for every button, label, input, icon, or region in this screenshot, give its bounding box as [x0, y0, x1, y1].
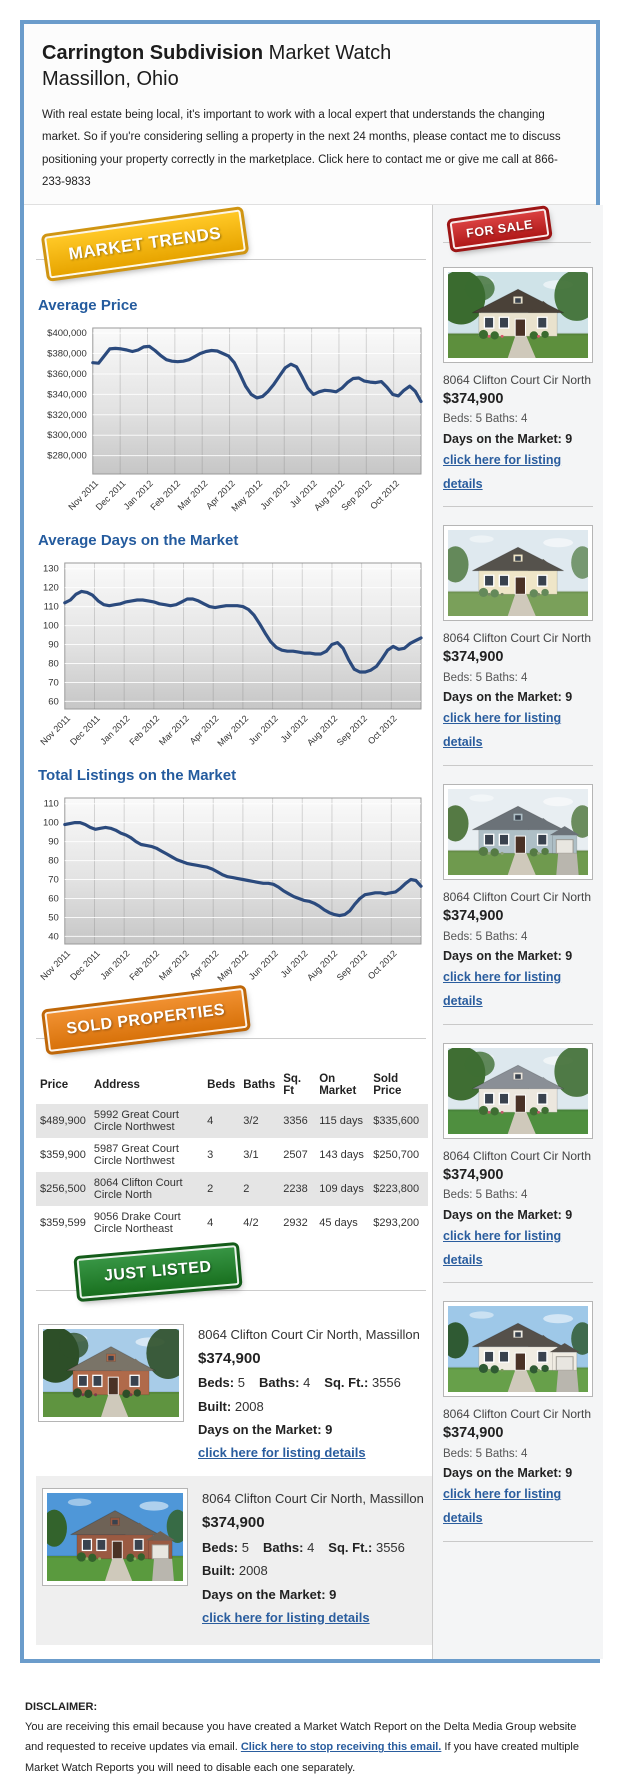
svg-text:Jul 2012: Jul 2012 — [278, 948, 310, 980]
days-label: Days on the Market: — [443, 690, 562, 705]
svg-text:Feb 2012: Feb 2012 — [127, 948, 162, 982]
disclaimer-heading: DISCLAIMER: — [25, 1700, 98, 1713]
baths-label: Baths: — [485, 672, 518, 685]
days-label: Days on the Market: — [443, 1466, 562, 1481]
listing-price: $374,900 — [443, 907, 504, 924]
sqft-label: Sq. Ft.: — [328, 1539, 373, 1555]
baths-label: Baths: — [485, 413, 518, 426]
sqft-label: Sq. Ft.: — [324, 1375, 369, 1391]
listing-details-link[interactable]: click here for listing details — [443, 1228, 562, 1267]
svg-text:Dec 2011: Dec 2011 — [68, 713, 102, 747]
listing-specs — [198, 1371, 428, 1418]
listing-details-link[interactable]: click here for listing details — [443, 1487, 562, 1526]
baths-value: 4 — [307, 1539, 315, 1555]
disclaimer-text: If you have created multiple Market Watch Reports you will need to disable each one separately. — [25, 1741, 579, 1775]
baths-value: 4 — [303, 1375, 311, 1391]
for-sale-sidebar — [432, 205, 603, 1659]
disclaimer — [0, 1683, 620, 1779]
svg-text:Sep 2012: Sep 2012 — [334, 713, 370, 748]
svg-text:100: 100 — [42, 620, 59, 632]
svg-text:80: 80 — [48, 658, 59, 670]
header — [24, 24, 596, 204]
col-sqft: Sq. Ft — [283, 1072, 302, 1097]
svg-text:Aug 2012: Aug 2012 — [305, 948, 340, 983]
svg-text:Jan 2012: Jan 2012 — [121, 478, 155, 512]
cell-price: $489,900 — [40, 1114, 86, 1127]
baths-label: Baths: — [485, 930, 518, 943]
listing-price: $374,900 — [198, 1349, 261, 1367]
listing-address: 8064 Clifton Court Cir North — [443, 1407, 592, 1422]
listing-price: $374,900 — [202, 1514, 265, 1532]
cell-address: 5987 Great Court Circle Northwest — [93, 1142, 179, 1167]
svg-text:Mar 2012: Mar 2012 — [156, 948, 191, 982]
svg-text:Feb 2012: Feb 2012 — [127, 713, 162, 747]
content-columns — [24, 204, 596, 1659]
beds-value: 5 — [475, 672, 483, 685]
svg-text:$300,000: $300,000 — [47, 429, 87, 441]
average-days-section — [36, 532, 428, 753]
for-sale-ribbon: FOR SALE — [450, 208, 550, 249]
svg-text:$320,000: $320,000 — [47, 409, 87, 421]
listing-address: 8064 Clifton Court Cir North, Massillon — [202, 1491, 424, 1507]
days-value: 9 — [325, 1422, 333, 1438]
table-row — [36, 1138, 428, 1172]
cell-beds: 4 — [207, 1114, 214, 1127]
svg-text:50: 50 — [48, 912, 59, 924]
for-sale-card — [443, 1293, 593, 1552]
svg-text:May 2012: May 2012 — [215, 948, 251, 984]
svg-text:120: 120 — [42, 582, 59, 594]
beds-value: 5 — [475, 413, 483, 426]
col-on-market: On Market — [319, 1072, 357, 1097]
baths-value: 4 — [521, 930, 528, 943]
table-header-row — [36, 1066, 428, 1104]
svg-text:70: 70 — [48, 677, 59, 689]
page-title-area: Carrington Subdivision — [42, 42, 264, 64]
page-title-suffix: Market Watch — [263, 42, 392, 64]
average-price-chart — [36, 320, 428, 518]
just-listed-ribbon: JUST LISTED — [77, 1245, 240, 1299]
just-listed-header — [36, 1240, 428, 1314]
days-on-market — [443, 429, 593, 449]
listing-details-link[interactable]: click here for listing details — [443, 970, 562, 1008]
svg-text:40: 40 — [48, 931, 59, 943]
svg-text:Oct 2012: Oct 2012 — [368, 478, 402, 511]
for-sale-card — [443, 1035, 593, 1294]
listing-specs — [443, 410, 593, 428]
intro-paragraph: With real estate being local, it's important to work with a local expert that understands the changing market. So if you're considering selling a property in the next 24 months, please contact me to discuss positioning your property correctly in the marketplace. Click here to contact me or give me call at 866-233-9833 — [42, 109, 561, 189]
days-on-market — [443, 1463, 593, 1483]
cell-beds: 3 — [207, 1148, 214, 1161]
beds-value: 5 — [475, 1189, 483, 1202]
svg-text:Nov 2011: Nov 2011 — [38, 713, 73, 747]
days-value: 9 — [565, 1466, 573, 1481]
beds-value: 5 — [475, 930, 483, 943]
svg-text:Mar 2012: Mar 2012 — [156, 713, 191, 747]
house-photo — [448, 789, 588, 875]
svg-text:Jul 2012: Jul 2012 — [287, 478, 320, 510]
beds-label: Beds: — [443, 672, 473, 685]
svg-text:Feb 2012: Feb 2012 — [148, 478, 183, 512]
listing-details-link[interactable]: click here for listing details — [443, 452, 562, 491]
listing-photo — [443, 525, 593, 621]
days-label: Days on the Market: — [443, 949, 562, 964]
market-trends-header — [36, 209, 428, 283]
days-on-market — [443, 1205, 593, 1225]
listing-photo — [38, 1324, 184, 1422]
total-listings-title: Total Listings on the Market — [38, 766, 237, 784]
svg-text:Oct 2012: Oct 2012 — [365, 948, 399, 981]
disclaimer-text: You are receiving this email because you have created a Market Watch Report on the Delta Media Group website and requested to receive updates via email. — [25, 1720, 577, 1754]
svg-text:Apr 2012: Apr 2012 — [187, 948, 221, 981]
beds-label: Beds: — [443, 930, 473, 943]
listing-details-link[interactable]: click here for listing details — [198, 1445, 366, 1461]
divider — [443, 1541, 593, 1542]
beds-value: 5 — [241, 1539, 249, 1555]
total-listings-section — [36, 767, 428, 988]
svg-text:90: 90 — [48, 639, 59, 651]
divider — [443, 1282, 593, 1283]
average-days-title: Average Days on the Market — [38, 531, 239, 549]
svg-text:80: 80 — [48, 855, 59, 867]
col-address: Address — [93, 1078, 140, 1091]
listing-specs — [443, 669, 593, 687]
average-days-chart — [36, 555, 428, 753]
listing-photo — [443, 784, 593, 880]
svg-text:Apr 2012: Apr 2012 — [204, 478, 237, 511]
listing-details-link[interactable]: click here for listing details — [443, 711, 562, 750]
cell-on-market: 115 days — [319, 1114, 364, 1127]
listing-photo — [443, 1043, 593, 1139]
days-value: 9 — [329, 1586, 337, 1602]
for-sale-card — [443, 776, 593, 1035]
svg-text:$380,000: $380,000 — [47, 348, 87, 360]
cell-baths: 3/2 — [243, 1114, 259, 1127]
table-row — [36, 1206, 428, 1240]
baths-value: 4 — [521, 672, 528, 685]
days-label: Days on the Market: — [202, 1586, 326, 1602]
svg-text:$400,000: $400,000 — [47, 327, 87, 339]
svg-text:Jan 2012: Jan 2012 — [98, 713, 132, 747]
beds-label: Beds: — [443, 1448, 473, 1460]
baths-value: 4 — [521, 413, 528, 426]
cell-address: 8064 Clifton Court Circle North — [93, 1176, 183, 1201]
house-photo — [47, 1493, 183, 1581]
days-on-market — [443, 687, 593, 707]
listing-address: 8064 Clifton Court Cir North — [443, 1148, 592, 1163]
svg-text:Dec 2011: Dec 2011 — [93, 478, 128, 512]
built-value: 2008 — [234, 1398, 264, 1414]
svg-text:Sep 2012: Sep 2012 — [339, 478, 374, 513]
svg-text:110: 110 — [43, 798, 59, 810]
col-sold-price: Sold Price — [373, 1072, 402, 1097]
days-value: 9 — [565, 949, 573, 964]
baths-label: Baths: — [262, 1539, 304, 1555]
svg-text:60: 60 — [48, 893, 59, 905]
house-photo — [448, 530, 588, 616]
sold-properties-table — [36, 1066, 428, 1240]
listing-price: $374,900 — [443, 390, 504, 407]
svg-text:Mar 2012: Mar 2012 — [175, 478, 210, 512]
col-baths: Baths — [243, 1078, 276, 1091]
cell-price: $359,900 — [40, 1148, 86, 1161]
total-listings-chart — [36, 790, 428, 988]
divider — [443, 506, 593, 507]
svg-text:130: 130 — [42, 563, 59, 575]
built-value: 2008 — [238, 1563, 268, 1579]
cell-baths: 3/1 — [243, 1148, 259, 1161]
for-sale-header — [443, 209, 593, 259]
for-sale-card — [443, 259, 593, 518]
days-on-market — [198, 1418, 428, 1441]
for-sale-card — [443, 517, 593, 776]
listing-price: $374,900 — [443, 1425, 504, 1442]
cell-sold-price: $335,600 — [373, 1114, 420, 1127]
svg-text:Sep 2012: Sep 2012 — [334, 948, 370, 983]
cell-baths: 2 — [243, 1182, 250, 1195]
listing-specs — [443, 1445, 593, 1463]
cell-beds: 4 — [207, 1216, 214, 1229]
svg-text:Nov 2011: Nov 2011 — [66, 478, 101, 512]
sqft-value: 3556 — [371, 1375, 401, 1391]
cell-address: 9056 Drake Court Circle Northeast — [93, 1210, 181, 1235]
svg-text:May 2012: May 2012 — [215, 713, 251, 749]
col-beds: Beds — [207, 1078, 236, 1091]
svg-text:100: 100 — [42, 817, 59, 829]
days-value: 9 — [565, 1207, 573, 1222]
listing-address: 8064 Clifton Court Cir North — [443, 372, 592, 387]
average-price-section — [36, 297, 428, 518]
days-on-market — [202, 1583, 424, 1606]
cell-address: 5992 Great Court Circle Northwest — [93, 1108, 179, 1133]
sold-properties-header — [36, 988, 428, 1062]
listing-specs — [443, 1186, 593, 1204]
svg-text:Jun 2012: Jun 2012 — [258, 478, 292, 512]
svg-text:Nov 2011: Nov 2011 — [38, 948, 73, 982]
svg-text:May 2012: May 2012 — [229, 478, 265, 514]
house-photo — [448, 272, 588, 358]
svg-text:110: 110 — [43, 601, 59, 613]
email-frame — [20, 20, 600, 1663]
svg-text:Jul 2012: Jul 2012 — [278, 713, 310, 745]
listing-details-link[interactable]: click here for listing details — [202, 1609, 370, 1625]
listing-specs — [443, 928, 593, 946]
listing-address: 8064 Clifton Court Cir North, Massillon — [198, 1326, 420, 1342]
svg-text:Aug 2012: Aug 2012 — [312, 478, 347, 513]
svg-text:Jun 2012: Jun 2012 — [246, 948, 280, 982]
svg-text:Aug 2012: Aug 2012 — [305, 713, 340, 748]
cell-on-market: 143 days — [319, 1148, 364, 1161]
baths-label: Baths: — [485, 1189, 518, 1202]
beds-value: 5 — [475, 1448, 483, 1460]
svg-text:$340,000: $340,000 — [47, 389, 87, 401]
listing-address: 8064 Clifton Court Cir North — [443, 631, 592, 646]
market-trends-ribbon: MARKET TRENDS — [44, 209, 246, 278]
svg-text:60: 60 — [48, 696, 59, 708]
house-photo — [448, 1048, 588, 1134]
listing-details — [188, 1488, 424, 1630]
page-title — [42, 40, 578, 66]
listing-specs — [202, 1536, 424, 1583]
beds-label: Beds: — [198, 1375, 235, 1391]
cell-on-market: 45 days — [319, 1216, 358, 1229]
days-label: Days on the Market: — [443, 1207, 562, 1222]
cell-sold-price: $223,800 — [373, 1182, 420, 1195]
main-column — [24, 205, 432, 1659]
beds-label: Beds: — [443, 413, 473, 426]
cell-sqft: 2238 — [283, 1182, 308, 1195]
svg-text:$360,000: $360,000 — [47, 368, 87, 380]
house-photo — [43, 1329, 179, 1417]
svg-text:Apr 2012: Apr 2012 — [187, 713, 221, 746]
listing-price: $374,900 — [443, 1166, 504, 1183]
table-row — [36, 1104, 428, 1138]
cell-price: $359,599 — [40, 1216, 86, 1229]
sold-properties-ribbon: SOLD PROPERTIES — [44, 988, 247, 1052]
svg-text:90: 90 — [48, 836, 59, 848]
svg-text:70: 70 — [48, 874, 59, 886]
average-price-title: Average Price — [38, 296, 138, 314]
cell-beds: 2 — [207, 1182, 214, 1195]
house-photo — [448, 1306, 588, 1392]
baths-label: Baths: — [485, 1448, 518, 1460]
svg-text:Oct 2012: Oct 2012 — [365, 713, 399, 746]
just-listed-item — [36, 1476, 432, 1644]
cell-on-market: 109 days — [319, 1182, 364, 1195]
built-label: Built: — [202, 1563, 236, 1579]
cell-price: $256,500 — [40, 1182, 86, 1195]
page-subtitle: Massillon, Ohio — [42, 68, 179, 90]
sqft-value: 3556 — [375, 1539, 405, 1555]
cell-sqft: 2507 — [283, 1148, 308, 1161]
listing-address: 8064 Clifton Court Cir North — [443, 889, 592, 904]
days-value: 9 — [565, 431, 573, 446]
beds-value: 5 — [237, 1375, 245, 1391]
days-label: Days on the Market: — [198, 1422, 322, 1438]
for-sale-listings — [443, 259, 593, 1552]
beds-label: Beds: — [202, 1539, 239, 1555]
table-row — [36, 1172, 428, 1206]
divider — [443, 1024, 593, 1025]
cell-sold-price: $293,200 — [373, 1216, 420, 1229]
listing-details — [184, 1324, 428, 1466]
cell-sqft: 3356 — [283, 1114, 308, 1127]
built-label: Built: — [198, 1398, 232, 1414]
beds-label: Beds: — [443, 1189, 473, 1202]
baths-value: 4 — [521, 1448, 528, 1460]
svg-text:Jan 2012: Jan 2012 — [98, 948, 132, 982]
divider — [443, 765, 593, 766]
days-on-market — [443, 946, 593, 966]
listing-photo — [443, 1301, 593, 1397]
just-listed-item — [36, 1314, 428, 1476]
svg-text:$280,000: $280,000 — [47, 450, 87, 462]
cell-sqft: 2932 — [283, 1216, 308, 1229]
listing-price: $374,900 — [443, 649, 504, 666]
svg-text:Dec 2011: Dec 2011 — [68, 948, 102, 982]
listing-photo — [443, 267, 593, 363]
listing-photo — [42, 1488, 188, 1586]
days-value: 9 — [565, 690, 573, 705]
days-label: Days on the Market: — [443, 431, 562, 446]
unsubscribe-link[interactable]: Click here to stop receiving this email. — [240, 1741, 442, 1754]
baths-label: Baths: — [258, 1375, 300, 1391]
baths-value: 4 — [521, 1189, 528, 1202]
cell-baths: 4/2 — [243, 1216, 259, 1229]
svg-text:Jun 2012: Jun 2012 — [246, 713, 280, 747]
cell-sold-price: $250,700 — [373, 1148, 420, 1161]
col-price: Price — [40, 1078, 69, 1091]
